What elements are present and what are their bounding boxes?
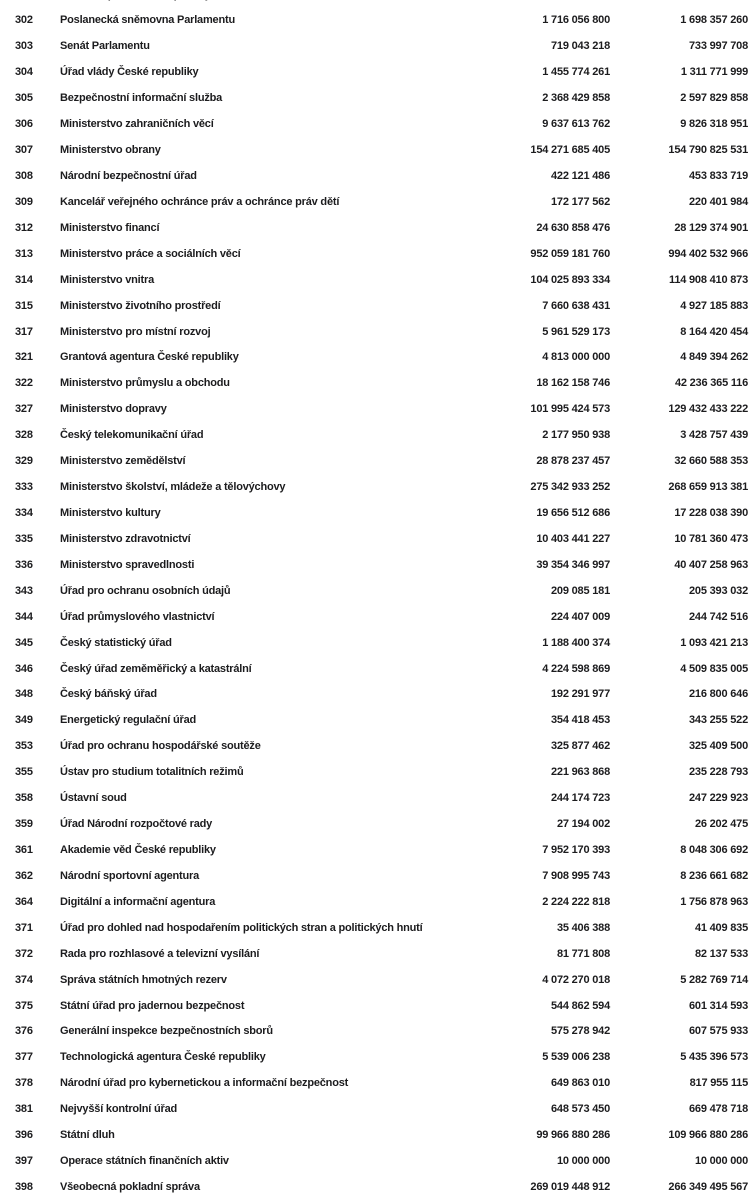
amount-column-1-cell: 1 455 774 261 bbox=[542, 66, 610, 79]
amount-column-2-cell: 1 698 357 260 bbox=[680, 14, 748, 27]
chapter-number-cell: 334 bbox=[15, 507, 33, 519]
chapter-number-cell: 362 bbox=[15, 869, 33, 882]
table-row bbox=[0, 422, 750, 448]
chapter-number-cell: 374 bbox=[15, 973, 33, 986]
amount-column-2-cell: 28 129 374 901 bbox=[674, 221, 748, 234]
chapter-name-cell: Ministerstvo spravedlnosti bbox=[60, 558, 195, 571]
amount-column-1-cell: 28 878 237 457 bbox=[536, 455, 610, 468]
chapter-name-cell: Ministerstvo školství, mládeže a tělovýchovy bbox=[60, 481, 286, 494]
table-row bbox=[0, 733, 750, 759]
amount-column-2-cell: 1 093 421 213 bbox=[680, 636, 748, 649]
chapter-number-cell: 336 bbox=[15, 558, 33, 571]
chapter-number-cell: 333 bbox=[15, 481, 33, 494]
chapter-number-cell: 397 bbox=[15, 1155, 33, 1168]
chapter-name-cell: Český telekomunikační úřad bbox=[60, 429, 204, 442]
chapter-name-cell: Energetický regulační úřad bbox=[60, 714, 197, 727]
amount-column-2-cell: 325 409 500 bbox=[689, 740, 748, 753]
chapter-name-cell: Státní dluh bbox=[60, 1129, 115, 1142]
amount-column-1-cell: 35 406 388 bbox=[556, 921, 610, 934]
amount-column-1-cell: 192 291 977 bbox=[551, 688, 610, 701]
amount-column-2-cell: 5 435 396 573 bbox=[680, 1051, 748, 1064]
chapter-name-cell: Poslanecká sněmovna Parlamentu bbox=[60, 14, 235, 27]
chapter-number-cell: 313 bbox=[15, 247, 33, 260]
amount-column-2-cell: 82 137 533 bbox=[694, 947, 748, 960]
table-row bbox=[0, 552, 750, 578]
amount-column-2-cell: 235 228 793 bbox=[689, 766, 748, 779]
table-row bbox=[0, 163, 750, 189]
chapter-name-cell: Státní úřad pro jadernou bezpečnost bbox=[60, 999, 245, 1012]
table-row bbox=[0, 967, 750, 993]
amount-column-1-cell: 4 813 000 000 bbox=[542, 351, 610, 364]
amount-column-2-cell: 8 164 420 454 bbox=[680, 325, 748, 338]
chapter-number-cell: 358 bbox=[15, 792, 33, 805]
table-row bbox=[0, 837, 750, 863]
amount-column-2-cell: 32 660 588 353 bbox=[674, 455, 748, 468]
chapter-number-cell: 321 bbox=[15, 351, 33, 364]
table-row bbox=[0, 0, 750, 8]
amount-column-1-cell: 99 966 880 286 bbox=[536, 1129, 610, 1142]
amount-column-1-cell: 24 630 858 476 bbox=[536, 221, 610, 234]
chapter-name-cell: Ministerstvo kultury bbox=[60, 507, 161, 519]
amount-column-1-cell: 544 862 594 bbox=[551, 999, 610, 1012]
amount-column-1-cell: 81 771 808 bbox=[556, 947, 610, 960]
chapter-name-cell: Ministerstvo zemědělství bbox=[60, 455, 186, 468]
table-row bbox=[0, 215, 750, 241]
table-row bbox=[0, 682, 750, 708]
chapter-number-cell: 343 bbox=[15, 584, 33, 597]
table-row bbox=[0, 241, 750, 267]
chapter-name-cell: Český statistický úřad bbox=[60, 636, 172, 649]
amount-column-2-cell: 129 432 433 222 bbox=[668, 403, 748, 416]
amount-column-2-cell: 17 228 038 390 bbox=[674, 507, 748, 519]
amount-column-1-cell: 172 177 562 bbox=[551, 195, 610, 208]
table-row bbox=[0, 448, 750, 474]
amount-column-1-cell: 648 573 450 bbox=[551, 1103, 610, 1116]
table-row bbox=[0, 1096, 750, 1122]
amount-column-1-cell: 10 403 441 227 bbox=[536, 532, 610, 545]
chapter-number-cell: 329 bbox=[15, 455, 33, 468]
table-row bbox=[0, 707, 750, 733]
table-row bbox=[0, 630, 750, 656]
chapter-name-cell: Ministerstvo obrany bbox=[60, 144, 161, 157]
amount-column-2-cell: 5 282 769 714 bbox=[680, 973, 748, 986]
amount-column-1-cell: 9 637 613 762 bbox=[542, 118, 610, 131]
chapter-number-cell: 375 bbox=[15, 999, 33, 1012]
chapter-number-cell: 328 bbox=[15, 429, 33, 442]
amount-column-1-cell: 575 278 942 bbox=[551, 1025, 610, 1038]
chapter-name-cell: Bezpečnostní informační služba bbox=[60, 92, 223, 105]
table-row bbox=[0, 1070, 750, 1096]
table-row bbox=[0, 500, 750, 526]
amount-column-1-cell: 221 963 868 bbox=[551, 766, 610, 779]
chapter-name-cell: Generální inspekce bezpečnostních sborů bbox=[60, 1025, 273, 1038]
amount-column-2-cell: 817 955 115 bbox=[689, 1077, 748, 1090]
chapter-name-cell: Ministerstvo práce a sociálních věcí bbox=[60, 247, 241, 260]
chapter-name-cell: Senát Parlamentu bbox=[60, 40, 150, 53]
chapter-number-cell: 346 bbox=[15, 662, 33, 675]
amount-column-1-cell: 104 025 893 334 bbox=[530, 273, 610, 286]
chapter-number-cell: 314 bbox=[15, 273, 33, 286]
chapter-number-cell: 355 bbox=[15, 766, 33, 779]
amount-column-1-cell: 27 194 002 bbox=[556, 818, 610, 831]
amount-column-1-cell: 154 271 685 405 bbox=[530, 144, 610, 157]
chapter-number-cell: 327 bbox=[15, 403, 33, 416]
amount-column-1-cell: 19 656 512 686 bbox=[536, 507, 610, 519]
amount-column-2-cell bbox=[610, 0, 748, 1]
amount-column-2-cell: 733 997 708 bbox=[689, 40, 748, 53]
chapter-name-cell: Digitální a informační agentura bbox=[60, 895, 216, 908]
chapter-name-cell: Akademie věd České republiky bbox=[60, 843, 216, 856]
chapter-name-cell: Ministerstvo zdravotnictví bbox=[60, 532, 191, 545]
chapter-number-cell: 308 bbox=[15, 170, 33, 183]
chapter-number-cell: 304 bbox=[15, 66, 33, 79]
table-row bbox=[0, 396, 750, 422]
amount-column-2-cell: 266 349 495 567 bbox=[668, 1180, 748, 1193]
chapter-number-cell: 364 bbox=[15, 895, 33, 908]
chapter-name-cell: Ministerstvo dopravy bbox=[60, 403, 167, 416]
amount-column-2-cell: 216 800 646 bbox=[689, 688, 748, 701]
table-row bbox=[0, 267, 750, 293]
amount-column-1-cell: 209 085 181 bbox=[551, 584, 610, 597]
chapter-number-cell: 344 bbox=[15, 610, 33, 623]
table-row bbox=[0, 59, 750, 85]
table-row bbox=[0, 8, 750, 34]
chapter-number-cell: 309 bbox=[15, 195, 33, 208]
amount-column-2-cell: 220 401 984 bbox=[689, 195, 748, 208]
amount-column-1-cell: 275 342 933 252 bbox=[530, 481, 610, 494]
amount-column-2-cell: 42 236 365 116 bbox=[674, 377, 748, 390]
amount-column-1-cell: 101 995 424 573 bbox=[530, 403, 610, 416]
chapter-name-cell: Ministerstvo vnitra bbox=[60, 273, 155, 286]
chapter-name-cell: Rada pro rozhlasové a televizní vysílání bbox=[60, 947, 260, 960]
chapter-name-cell: Úřad průmyslového vlastnictví bbox=[60, 610, 215, 623]
chapter-number-cell: 317 bbox=[15, 325, 33, 338]
chapter-number-cell: 315 bbox=[15, 299, 33, 312]
chapter-name-cell: Národní úřad pro kybernetickou a informační bezpečnost bbox=[60, 1077, 349, 1090]
table-row bbox=[0, 811, 750, 837]
chapter-name-cell: Národní sportovní agentura bbox=[60, 869, 200, 882]
amount-column-1-cell: 7 952 170 393 bbox=[542, 843, 610, 856]
chapter-name-cell: Kancelář veřejného ochránce práv a ochránce práv dětí bbox=[60, 195, 340, 208]
chapter-number-cell: 312 bbox=[15, 221, 33, 234]
amount-column-2-cell: 40 407 258 963 bbox=[674, 558, 748, 571]
amount-column-2-cell: 2 597 829 858 bbox=[680, 92, 748, 105]
amount-column-1-cell: 952 059 181 760 bbox=[530, 247, 610, 260]
amount-column-2-cell: 114 908 410 873 bbox=[669, 273, 748, 286]
table-row bbox=[0, 526, 750, 552]
amount-column-2-cell: 8 048 306 692 bbox=[680, 843, 748, 856]
table-row bbox=[0, 189, 750, 215]
table-row bbox=[0, 656, 750, 682]
amount-column-1-cell: 1 188 400 374 bbox=[542, 636, 610, 649]
table-row bbox=[0, 993, 750, 1019]
amount-column-1-cell: 354 418 453 bbox=[551, 714, 610, 727]
chapter-number-cell: 305 bbox=[15, 92, 33, 105]
chapter-number-cell: 381 bbox=[15, 1103, 33, 1116]
chapter-number-cell: 361 bbox=[15, 843, 33, 856]
amount-column-1-cell: 4 224 598 869 bbox=[542, 662, 610, 675]
amount-column-2-cell: 607 575 933 bbox=[689, 1025, 748, 1038]
chapter-name-cell: Správa státních hmotných rezerv bbox=[60, 973, 227, 986]
chapter-number-cell: 359 bbox=[15, 818, 33, 831]
chapter-name-cell bbox=[60, 0, 470, 1]
amount-column-2-cell: 268 659 913 381 bbox=[668, 481, 748, 494]
amount-column-1-cell: 224 407 009 bbox=[551, 610, 610, 623]
amount-column-2-cell: 669 478 718 bbox=[689, 1103, 748, 1116]
table-row bbox=[0, 33, 750, 59]
chapter-name-cell: Technologická agentura České republiky bbox=[60, 1051, 266, 1064]
chapter-number-cell: 307 bbox=[15, 144, 33, 157]
amount-column-2-cell: 4 509 835 005 bbox=[680, 662, 748, 675]
table-row bbox=[0, 1122, 750, 1148]
table-row bbox=[0, 785, 750, 811]
amount-column-1-cell: 7 908 995 743 bbox=[542, 869, 610, 882]
chapter-number-cell: 398 bbox=[15, 1180, 33, 1193]
chapter-name-cell: Úřad pro dohled nad hospodařením politických stran a politických hnutí bbox=[60, 921, 423, 934]
amount-column-1-cell bbox=[470, 0, 610, 1]
table-row bbox=[0, 578, 750, 604]
table-row bbox=[0, 889, 750, 915]
chapter-name-cell: Nejvyšší kontrolní úřad bbox=[60, 1103, 178, 1116]
amount-column-2-cell: 343 255 522 bbox=[689, 714, 748, 727]
table-row bbox=[0, 319, 750, 345]
chapter-number-cell: 348 bbox=[15, 688, 33, 701]
table-row bbox=[0, 941, 750, 967]
chapter-number-cell: 345 bbox=[15, 636, 33, 649]
chapter-number-cell: 335 bbox=[15, 532, 33, 545]
chapter-name-cell: Ústav pro studium totalitních režimů bbox=[60, 766, 244, 779]
chapter-number-cell: 349 bbox=[15, 714, 33, 727]
amount-column-1-cell: 2 177 950 938 bbox=[542, 429, 610, 442]
amount-column-1-cell: 5 961 529 173 bbox=[542, 325, 610, 338]
amount-column-1-cell: 7 660 638 431 bbox=[542, 299, 610, 312]
chapter-number-cell: 303 bbox=[15, 40, 33, 53]
amount-column-2-cell: 41 409 835 bbox=[694, 921, 748, 934]
amount-column-2-cell: 1 311 771 999 bbox=[680, 66, 748, 79]
chapter-number-cell: 371 bbox=[15, 921, 33, 934]
amount-column-2-cell: 247 229 923 bbox=[689, 792, 748, 805]
amount-column-2-cell: 1 756 878 963 bbox=[680, 895, 748, 908]
chapter-number-cell: 353 bbox=[15, 740, 33, 753]
table-row bbox=[0, 137, 750, 163]
amount-column-1-cell: 4 072 270 018 bbox=[542, 973, 610, 986]
amount-column-1-cell: 18 162 158 746 bbox=[536, 377, 610, 390]
table-row bbox=[0, 111, 750, 137]
chapter-name-cell: Ministerstvo pro místní rozvoj bbox=[60, 325, 211, 338]
chapter-name-cell: Ministerstvo zahraničních věcí bbox=[60, 118, 214, 131]
amount-column-1-cell: 2 368 429 858 bbox=[542, 92, 610, 105]
chapter-number-cell: 377 bbox=[15, 1051, 33, 1064]
chapter-name-cell: Úřad pro ochranu osobních údajů bbox=[60, 584, 231, 597]
table-row bbox=[0, 604, 750, 630]
table-row bbox=[0, 1148, 750, 1174]
amount-column-2-cell: 10 781 360 473 bbox=[674, 532, 748, 545]
table-row bbox=[0, 863, 750, 889]
chapter-name-cell: Úřad vlády České republiky bbox=[60, 66, 199, 79]
chapter-number-cell: 322 bbox=[15, 377, 33, 390]
amount-column-1-cell: 1 716 056 800 bbox=[542, 14, 610, 27]
amount-column-2-cell: 8 236 661 682 bbox=[680, 869, 748, 882]
table-row bbox=[0, 1044, 750, 1070]
chapter-number-cell: 372 bbox=[15, 947, 33, 960]
amount-column-2-cell: 10 000 000 bbox=[694, 1155, 748, 1168]
chapter-number-cell bbox=[0, 0, 60, 1]
chapter-name-cell: Ministerstvo financí bbox=[60, 221, 160, 234]
amount-column-1-cell: 649 863 010 bbox=[551, 1077, 610, 1090]
chapter-name-cell: Úřad Národní rozpočtové rady bbox=[60, 818, 213, 831]
amount-column-1-cell: 2 224 222 818 bbox=[542, 895, 610, 908]
amount-column-1-cell: 10 000 000 bbox=[556, 1155, 610, 1168]
table-row bbox=[0, 293, 750, 319]
amount-column-1-cell: 269 019 448 912 bbox=[530, 1180, 610, 1193]
amount-column-1-cell: 5 539 006 238 bbox=[542, 1051, 610, 1064]
chapter-name-cell: Ministerstvo průmyslu a obchodu bbox=[60, 377, 230, 390]
amount-column-2-cell: 26 202 475 bbox=[694, 818, 748, 831]
table-row bbox=[0, 1018, 750, 1044]
amount-column-1-cell: 325 877 462 bbox=[551, 740, 610, 753]
amount-column-2-cell: 205 393 032 bbox=[689, 584, 748, 597]
table-row bbox=[0, 85, 750, 111]
chapter-name-cell: Ministerstvo životního prostředí bbox=[60, 299, 221, 312]
amount-column-2-cell: 4 849 394 262 bbox=[680, 351, 748, 364]
table-row bbox=[0, 370, 750, 396]
chapter-name-cell: Český báňský úřad bbox=[60, 688, 157, 701]
amount-column-1-cell: 719 043 218 bbox=[551, 40, 610, 53]
amount-column-2-cell: 601 314 593 bbox=[689, 999, 748, 1012]
chapter-number-cell: 378 bbox=[15, 1077, 33, 1090]
amount-column-2-cell: 244 742 516 bbox=[689, 610, 748, 623]
amount-column-2-cell: 994 402 532 966 bbox=[668, 247, 748, 260]
amount-column-2-cell: 9 826 318 951 bbox=[680, 118, 748, 131]
amount-column-2-cell: 3 428 757 439 bbox=[680, 429, 748, 442]
amount-column-2-cell: 4 927 185 883 bbox=[680, 299, 748, 312]
amount-column-2-cell: 154 790 825 531 bbox=[668, 144, 748, 157]
chapter-number-cell: 376 bbox=[15, 1025, 33, 1038]
chapter-name-cell: Národní bezpečnostní úřad bbox=[60, 170, 197, 183]
chapter-name-cell: Úřad pro ochranu hospodářské soutěže bbox=[60, 740, 261, 753]
table-row bbox=[0, 474, 750, 500]
table-row bbox=[0, 915, 750, 941]
chapter-name-cell: Všeobecná pokladní správa bbox=[60, 1180, 200, 1193]
chapter-number-cell: 306 bbox=[15, 118, 33, 131]
amount-column-2-cell: 109 966 880 286 bbox=[668, 1129, 748, 1142]
chapter-name-cell: Grantová agentura České republiky bbox=[60, 351, 239, 364]
table-row bbox=[0, 1174, 750, 1200]
amount-column-1-cell: 39 354 346 997 bbox=[536, 558, 610, 571]
chapter-name-cell: Ústavní soud bbox=[60, 792, 127, 805]
amount-column-2-cell: 453 833 719 bbox=[689, 170, 748, 183]
chapter-name-cell: Český úřad zeměměřický a katastrální bbox=[60, 662, 252, 675]
amount-column-1-cell: 244 174 723 bbox=[551, 792, 610, 805]
chapter-name-cell: Operace státních finančních aktiv bbox=[60, 1155, 229, 1168]
chapter-number-cell: 396 bbox=[15, 1129, 33, 1142]
table-row bbox=[0, 345, 750, 371]
chapter-number-cell: 302 bbox=[15, 14, 33, 27]
table-row bbox=[0, 759, 750, 785]
amount-column-1-cell: 422 121 486 bbox=[551, 170, 610, 183]
